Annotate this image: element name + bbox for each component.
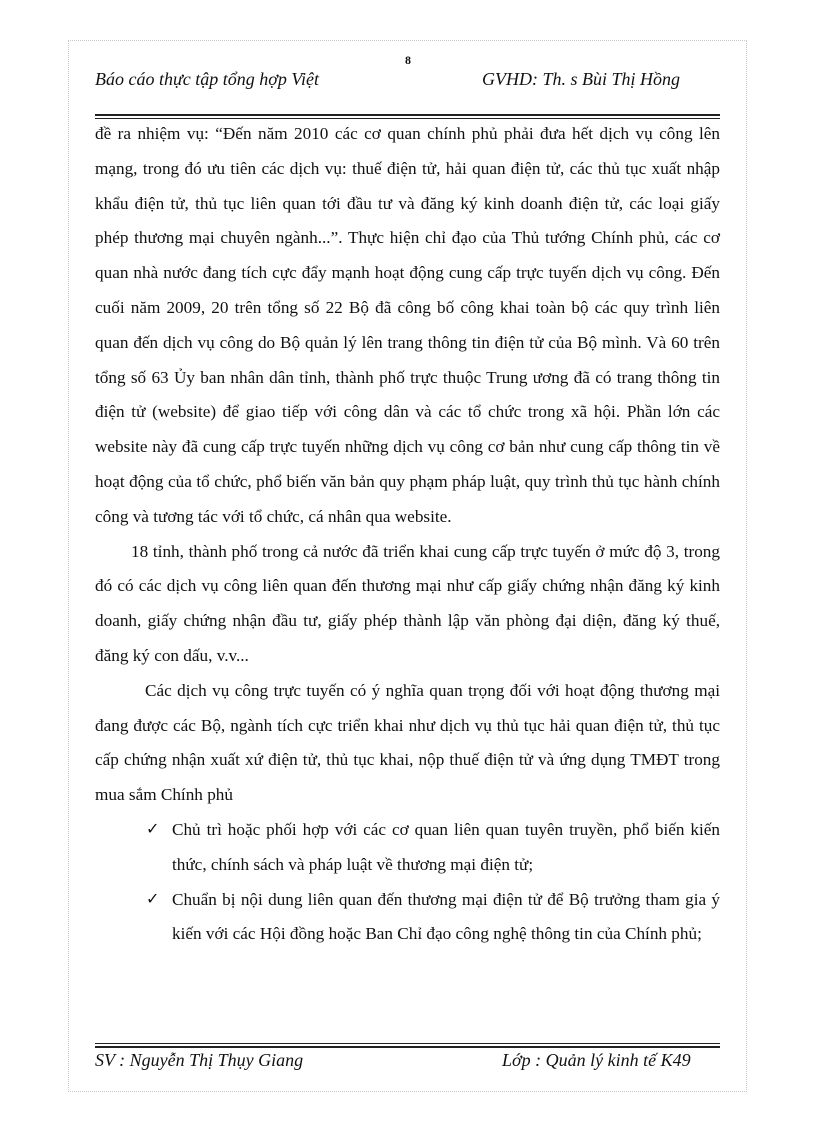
checkmark-icon: ✓ xyxy=(146,890,160,908)
footer-divider xyxy=(95,1043,720,1048)
list-item-text: Chuẩn bị nội dung liên quan đến thương mại điện tử để Bộ trưởng tham gia ý kiến với các Hội đồng hoặc Ban Chỉ đạo công nghệ thông tin của Chính phủ; xyxy=(172,889,720,944)
list-item xyxy=(95,883,720,953)
list-item xyxy=(95,813,720,883)
paragraph-1: đề ra nhiệm vụ: “Đến năm 2010 các cơ quan chính phủ phải đưa hết dịch vụ công lên mạng, trong đó ưu tiên các dịch vụ: thuế điện tử, hải quan điện tử, các thủ tục xuất nhập khẩu điện tử, thủ tục liên quan tới đầu tư và đăng ký kinh doanh điện tử, các loại giấy phép thương mại chuyên ngành...”. Thực hiện chỉ đạo của Thủ tướng Chính phủ, các cơ quan nhà nước đang tích cực đẩy mạnh hoạt động cung cấp trực tuyến dịch vụ công. Đến cuối năm 2009, 20 trên tổng số 22 Bộ đã công bố công khai toàn bộ các quy trình liên quan đến dịch vụ công do Bộ quản lý lên trang thông tin điện tử của Bộ mình. Và 60 trên tổng số 63 Ủy ban nhân dân tỉnh, thành phố trực thuộc Trung ương đã có trang thông tin điện tử (website) để giao tiếp với công dân và các tổ chức trong xã hội. Phần lớn các website này đã cung cấp trực tuyến những dịch vụ công cơ bản như cung cấp thông tin về hoạt động của tổ chức, phổ biến văn bản quy phạm pháp luật, quy trình thủ tục hành chính công và tương tác với tổ chức, cá nhân qua website. xyxy=(95,124,720,526)
header-report-title: Báo cáo thực tập tổng hợp Việt xyxy=(95,69,320,89)
paragraph-3: Các dịch vụ công trực tuyến có ý nghĩa quan trọng đối với hoạt động thương mại đang được các Bộ, ngành tích cực triển khai như dịch vụ thủ tục hải quan điện tử, thủ tục cấp chứng nhận xuất xứ điện tử, thủ tục khai, nộp thuế điện tử và ứng dụng TMĐT trong mua sắm Chính phủ xyxy=(95,680,720,805)
page-number: 8 xyxy=(405,53,411,67)
list-item-text: Chủ trì hoặc phối hợp với các cơ quan liên quan tuyên truyền, phổ biến kiến thức, chính sách và pháp luật về thương mại điện tử; xyxy=(172,819,720,874)
checklist xyxy=(95,813,720,952)
paragraph-2: 18 tỉnh, thành phố trong cả nước đã triển khai cung cấp trực tuyến ở mức độ 3, trong đó có các dịch vụ công liên quan đến thương mại như cấp giấy chứng nhận đăng ký kinh doanh, giấy chứng nhận đầu tư, giấy phép thành lập văn phòng đại diện, đăng ký thuế, đăng ký con dấu, v.v... xyxy=(95,541,720,665)
footer-class: Lớp : Quản lý kinh tế K49 xyxy=(502,1050,691,1070)
document-body xyxy=(95,117,720,952)
checkmark-icon: ✓ xyxy=(146,820,160,838)
header-supervisor: GVHD: Th. s Bùi Thị Hồng xyxy=(482,69,681,89)
footer-student: SV : Nguyễn Thị Thụy Giang xyxy=(95,1050,304,1070)
